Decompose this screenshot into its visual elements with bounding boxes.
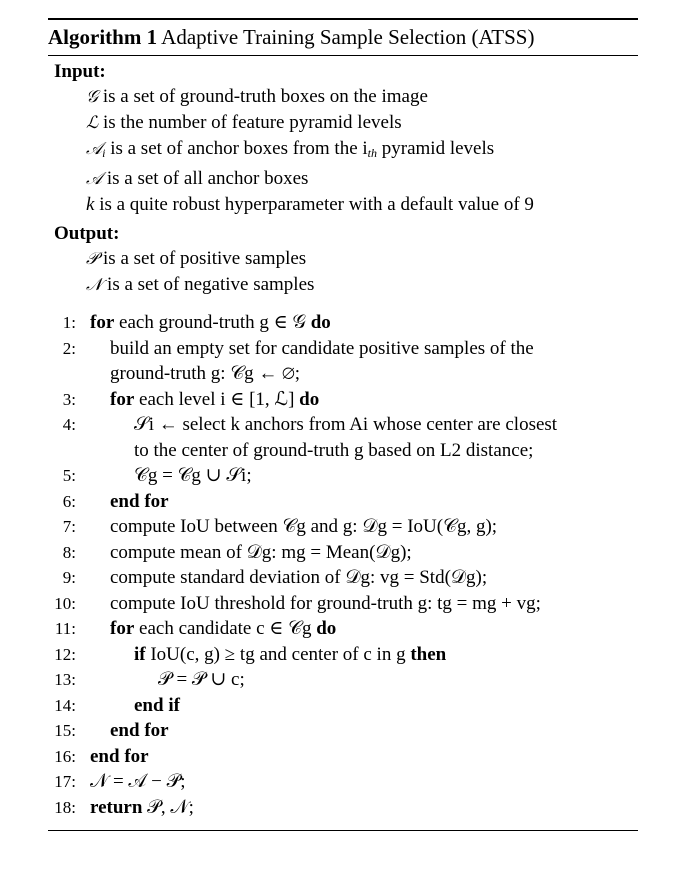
algorithm-name: Adaptive Training Sample Selection (ATSS) xyxy=(157,25,535,49)
output-label: Output: xyxy=(54,223,120,244)
step-3: 3: for each level i ∈ [1, ℒ] do xyxy=(62,388,320,410)
input-line-5: k is a quite robust hyperparameter with a default value of 9 xyxy=(86,194,534,215)
step-12: 12: if IoU(c, g) ≥ tg and center of c in g then xyxy=(54,643,447,665)
algorithm-steps xyxy=(48,310,638,820)
step-15: 15: end for xyxy=(54,720,169,741)
step-11: 11: for each candidate c ∈ 𝒞g do xyxy=(54,618,337,639)
step-14: 14: end if xyxy=(54,694,180,716)
step-8: 8: compute mean of 𝒟g: mg = Mean(𝒟g); xyxy=(62,541,412,563)
step-2-cont: ground-truth g: 𝒞g ← ∅; xyxy=(110,363,301,384)
input-line-1: 𝒢 is a set of ground-truth boxes on the image xyxy=(86,86,428,107)
input-line-3: 𝒜$_i$ is a set of anchor boxes from the $i_{th}$ pyramid levels xyxy=(86,138,495,160)
step-6: 6: end for xyxy=(62,490,169,512)
step-16: 16: end for xyxy=(54,745,149,767)
step-17: 17: 𝒩 = 𝒜 − 𝒫; xyxy=(54,771,186,792)
algorithm-number: Algorithm 1 xyxy=(48,25,158,49)
bottom-rule xyxy=(48,830,638,831)
output-line-1: 𝒫 is a set of positive samples xyxy=(86,248,307,269)
step-5: 5: 𝒞g = 𝒞g ∪ 𝒮i; xyxy=(62,465,252,486)
output-line-2: 𝒩 is a set of negative samples xyxy=(86,274,315,295)
algorithm-title xyxy=(48,20,638,55)
input-label: Input: xyxy=(54,61,106,82)
algorithm-block xyxy=(48,18,638,831)
step-2: 2: build an empty set for candidate positive samples of the xyxy=(62,337,534,359)
input-line-4: 𝒜 is a set of all anchor boxes xyxy=(86,168,309,189)
step-4-cont: to the center of ground-truth g based on L2 distance; xyxy=(134,439,534,461)
step-1: 1: for each ground-truth g ∈ 𝒢 do xyxy=(62,312,331,333)
step-7: 7: compute IoU between 𝒞g and g: 𝒟g = IoU(𝒞g, g); xyxy=(62,516,498,537)
step-9: 9: compute standard deviation of 𝒟g: vg = Std(𝒟g); xyxy=(62,567,488,588)
step-13: 13: 𝒫 = 𝒫 ∪ c; xyxy=(54,669,245,690)
step-18: 18: return 𝒫, 𝒩; xyxy=(54,796,194,818)
title-rule xyxy=(48,55,638,56)
input-line-2: ℒ is the number of feature pyramid levels xyxy=(86,112,402,133)
step-10: 10: compute IoU threshold for ground-truth g: tg = mg + vg; xyxy=(54,592,541,614)
step-4: 4: 𝒮i ← select k anchors from Ai whose center are closest xyxy=(62,414,558,435)
